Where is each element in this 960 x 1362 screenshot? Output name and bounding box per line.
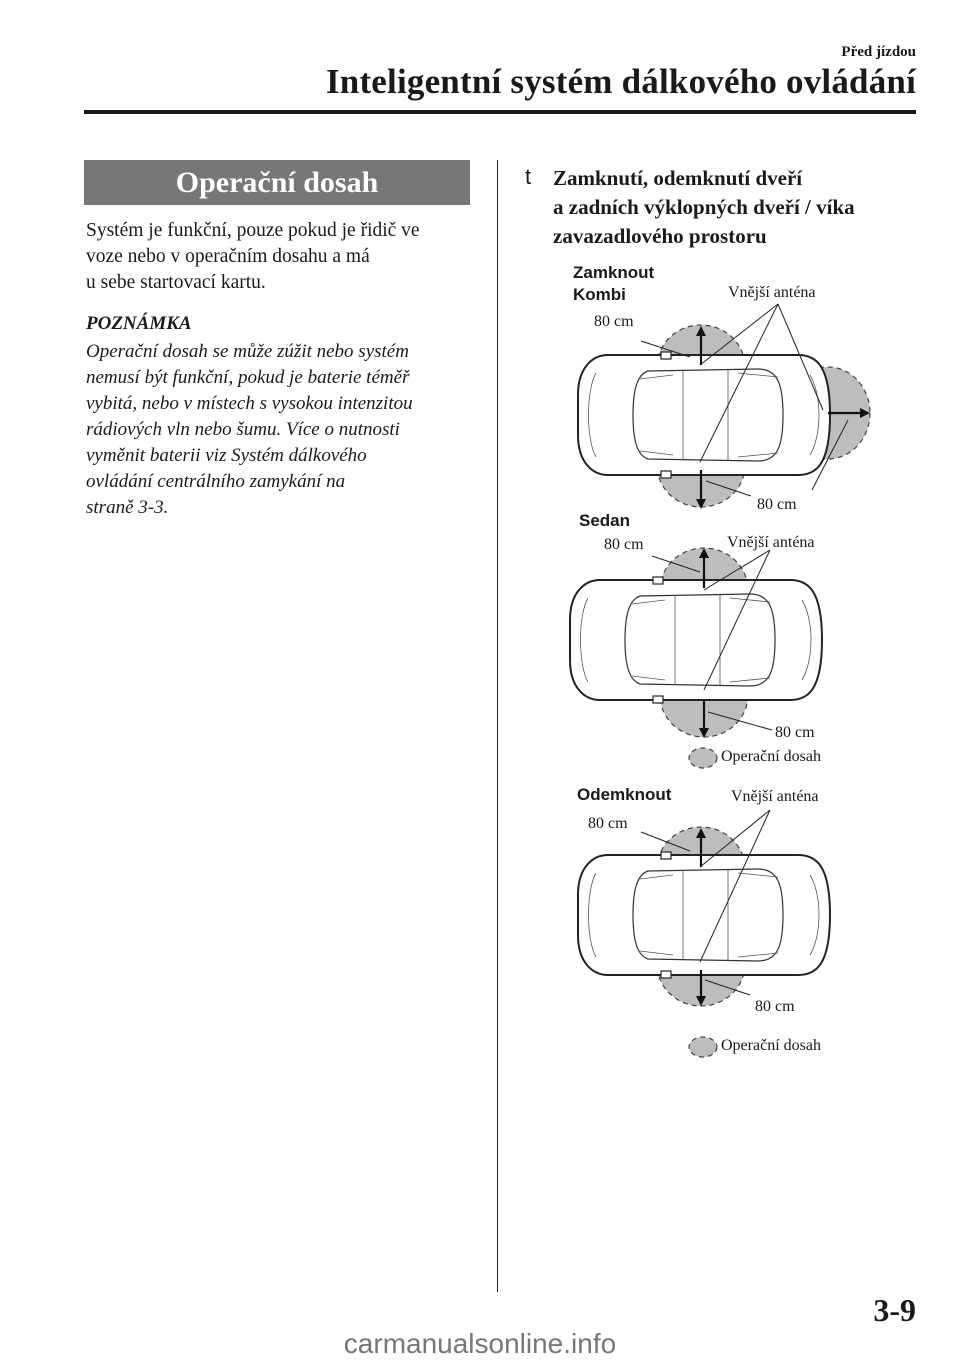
- para-line: voze nebo v operačním dosahu a má: [86, 246, 370, 267]
- distance-label: 80 cm: [755, 998, 795, 1015]
- legend-label: Operační dosah: [721, 1037, 821, 1054]
- bullet-marker: t: [525, 164, 532, 189]
- diagram-label-unlock: Odemknout: [577, 785, 672, 804]
- running-title: Inteligentní systém dálkového ovládání: [325, 62, 916, 101]
- title-line: a zadních výklopných dveří / víka: [553, 195, 855, 219]
- diagram-kombi: [578, 304, 870, 509]
- distance-label: 80 cm: [775, 724, 815, 741]
- diagram-unlock: [578, 810, 830, 1057]
- running-section: Před jízdou: [841, 44, 916, 60]
- note-line: Operační dosah se může zúžit nebo systém: [86, 341, 409, 362]
- note-line: vyměnit baterii viz Systém dálkového: [86, 445, 367, 466]
- antenna-label: Vnější anténa: [731, 788, 819, 805]
- label-kombi: Kombi: [573, 285, 626, 304]
- diagram-label-sedan: Sedan: [579, 511, 631, 530]
- distance-label: 80 cm: [588, 815, 628, 832]
- diagram-label-lock: [573, 262, 654, 306]
- note-line: straně 3-3.: [86, 497, 169, 518]
- antenna-label: Vnější anténa: [727, 534, 815, 551]
- antenna-label: Vnější anténa: [728, 284, 816, 301]
- legend-swatch: [689, 1037, 717, 1057]
- note-line: rádiových vln nebo šumu. Více o nutnosti: [86, 419, 400, 440]
- legend-swatch: [689, 748, 717, 768]
- distance-label: 80 cm: [604, 536, 644, 553]
- title-line: Zamknutí, odemknutí dveří: [553, 166, 803, 190]
- title-line: zavazadlového prostoru: [553, 224, 767, 248]
- legend-label: Operační dosah: [721, 748, 821, 765]
- section-banner: Operační dosah: [84, 160, 470, 205]
- distance-label: 80 cm: [757, 496, 797, 513]
- note-line: ovládání centrálního zamykání na: [86, 471, 346, 492]
- note-line: vybitá, nebo v místech s vysokou intenzitou: [86, 393, 413, 414]
- watermark: carmanualsonline.info: [343, 1328, 617, 1359]
- label-lock: Zamknout: [573, 263, 655, 282]
- note-line: nemusí být funkční, pokud je baterie téměř: [86, 367, 410, 388]
- note-heading: POZNÁMKA: [86, 313, 192, 334]
- para-line: Systém je funkční, pouze pokud je řidič ve: [86, 220, 420, 241]
- para-line: u sebe startovací kartu.: [86, 272, 266, 293]
- distance-label: 80 cm: [594, 313, 634, 330]
- page-number: 3-9: [873, 1292, 916, 1328]
